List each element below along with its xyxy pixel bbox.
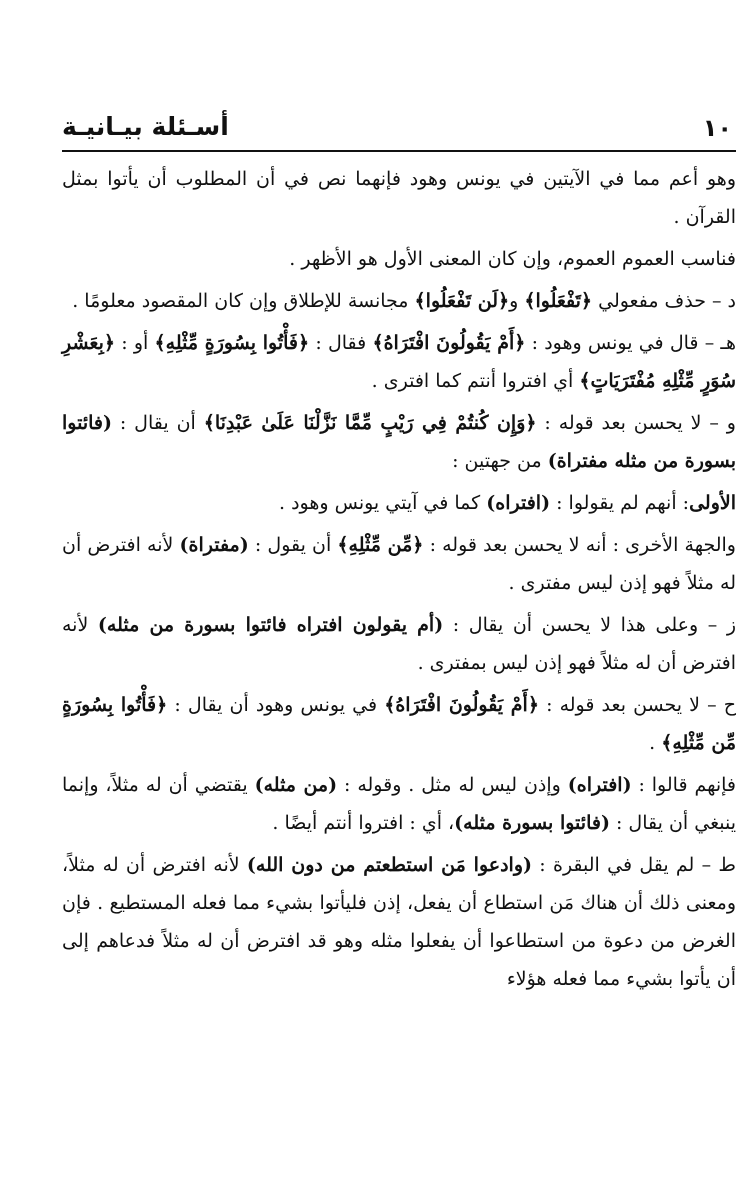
paragraph [62, 324, 736, 400]
paragraph-text: : أنهم لم يقولوا : [550, 492, 690, 514]
quoted-text: (أم يقولون افتراه فائتوا بسورة من مثله) [97, 614, 444, 636]
quoted-text: (فائتوا بسورة من مثله مفتراة) [62, 412, 736, 472]
quoted-text: ﴿أَمْ يَقُولُونَ افْتَرَاهُ﴾ [384, 694, 539, 716]
paragraph-text: و [509, 290, 525, 312]
page-number: ١٠ [702, 114, 732, 142]
paragraph-text: والجهة الأخرى : أنه لا يحسن بعد قوله : [423, 534, 736, 556]
paragraph-text: وهو أعم مما في الآيتين في يونس وهود فإنهما نص في أن المطلوب أن يأتوا بمثل القرآن . [62, 168, 736, 228]
quoted-text: (مفتراة) [179, 534, 249, 556]
quoted-text: (من مثله) [254, 774, 338, 796]
running-title: أسـئلة بيـانيـة [62, 112, 229, 141]
quoted-text: الأولى [689, 492, 736, 514]
quoted-text: ﴿فَأْتُوا بِسُورَةٍ مِّن مِّثْلِهِ﴾ [62, 694, 736, 754]
quoted-text: (افتراه) [486, 492, 551, 514]
quoted-text: ﴿أَمْ يَقُولُونَ افْتَرَاهُ﴾ [372, 332, 526, 354]
paragraph [62, 526, 736, 602]
quoted-text: ﴿بِعَشْرِ سُوَرٍ مِّثْلِهِ مُفْتَرَيَاتٍ﴾ [62, 332, 736, 392]
quoted-text: (افتراه) [567, 774, 632, 796]
paragraph [62, 606, 736, 682]
paragraph-text: أي افتروا أنتم كما افترى . [371, 370, 580, 392]
page-header [62, 110, 736, 152]
paragraph-text: أن يقال : [111, 412, 204, 434]
paragraph-text: لأنه افترض أن له مثلاً فهو إذن ليس بمفترى . [62, 614, 736, 674]
paragraph [62, 484, 736, 522]
quoted-text: ﴿لَن تَفْعَلُوا﴾ [414, 290, 510, 312]
paragraph-text: ، أي : افتروا أنتم أيضًا . [272, 812, 455, 834]
paragraph [62, 282, 736, 320]
paragraph [62, 686, 736, 762]
paragraph-text: . [649, 732, 662, 754]
quoted-text: ﴿مِّن مِّثْلِهِ﴾ [337, 534, 424, 556]
quoted-text: ﴿تَفْعَلُوا﴾ [524, 290, 593, 312]
book-page [62, 110, 736, 1002]
paragraph-text: وإذن ليس له مثل . وقوله : [337, 774, 568, 796]
paragraph-text: مجانسة للإطلاق وإن كان المقصود معلومًا . [72, 290, 415, 312]
paragraph-text: ز – وعلى هذا لا يحسن أن يقال : [443, 614, 736, 636]
paragraph-text: لأنه افترض أن له مثلاً فهو إذن ليس مفترى . [62, 534, 736, 594]
paragraph [62, 160, 736, 236]
paragraph-text: و – لا يحسن بعد قوله : [536, 412, 736, 434]
paragraph [62, 240, 736, 278]
paragraph-text: ح – لا يحسن بعد قوله : [538, 694, 737, 716]
paragraph-text: هـ – قال في يونس وهود : [525, 332, 736, 354]
quoted-text: ﴿فَأْتُوا بِسُورَةٍ مِّثْلِهِ﴾ [154, 332, 310, 354]
paragraph [62, 404, 736, 480]
paragraph [62, 766, 736, 842]
paragraph [62, 846, 736, 998]
paragraph-text: أن يقول : [248, 534, 338, 556]
paragraph-text: فناسب العموم العموم، وإن كان المعنى الأول هو الأظهر . [289, 248, 736, 270]
body-text [62, 160, 736, 998]
quoted-text: (فائتوا بسورة مثله) [454, 812, 610, 834]
quoted-text: (وادعوا مَن استطعتم من دون الله) [246, 854, 533, 876]
paragraph-text: فقال : [309, 332, 373, 354]
quoted-text: ﴿وَإِن كُنتُمْ فِي رَيْبٍ مِّمَّا نَزَّلْنَا عَلَىٰ عَبْدِنَا﴾ [203, 412, 537, 434]
paragraph-text: ط – لم يقل في البقرة : [532, 854, 736, 876]
paragraph-text: لأنه افترض أن له مثلاً، ومعنى ذلك أن هناك مَن استطاع أن يفعل، إذن فليأتوا بشيء مما فعله المستطيع . فإن الغرض من دعوة من استطاعوا أن يفعلوا مثله وهو قد افترض أن له مثلاً فدعاهم إلى أن يأتوا بشيء مما فعله هؤلاء [62, 854, 736, 990]
paragraph-text: من جهتين : [452, 450, 548, 472]
paragraph-text: د – حذف مفعولي [592, 290, 736, 312]
paragraph-text: كما في آيتي يونس وهود . [279, 492, 487, 514]
paragraph-text: يقتضي أن له مثلاً، وإنما ينبغي أن يقال : [62, 774, 736, 834]
paragraph-text: في يونس وهود أن يقال : [167, 694, 385, 716]
paragraph-text: فإنهم قالوا : [631, 774, 737, 796]
paragraph-text: أو : [115, 332, 155, 354]
